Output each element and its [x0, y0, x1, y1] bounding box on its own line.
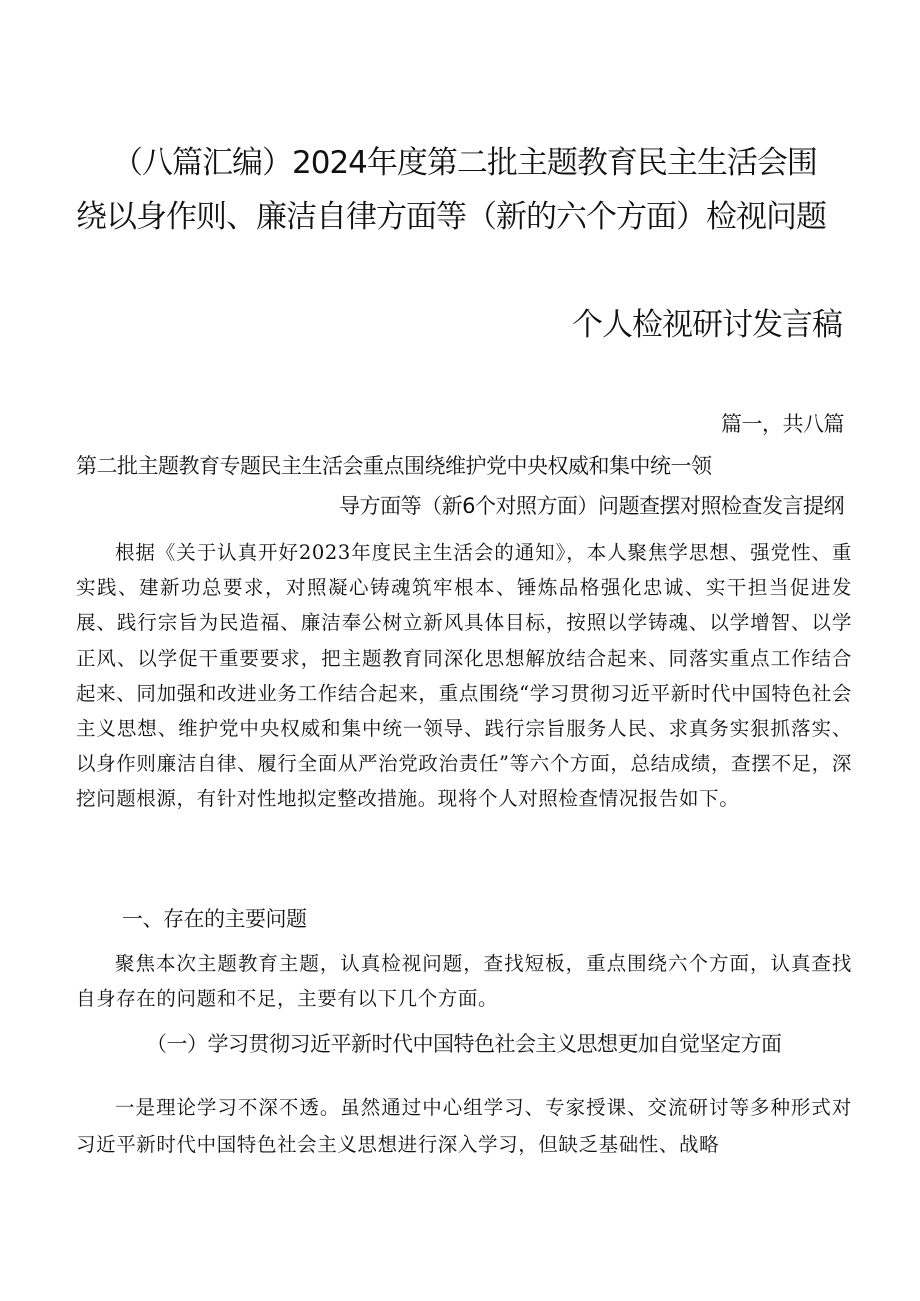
- subsection-paragraph: 一是理论学习不深不透。虽然通过中心组学习、专家授课、交流研讨等多种形式对习近平新时代中国特色社会主义思想进行深入学习，但缺乏基础性、战略: [76, 1096, 852, 1156]
- part-label: 篇一，共八篇: [721, 412, 844, 436]
- intro-paragraph: 根据《关于认真开好2023年度民主生活会的通知》，本人聚焦学思想、强党性、重实践、建新功总要求，对照凝心铸魂筑牢根本、锤炼品格强化忠诚、实干担当促进发展、践行宗旨为民造福、廉洁奉公树立新风具体目标，按照以学铸魂、以学增智、以学正风、以学促干重要要求，把主题教育同深化思想解放结合起来、同落实重点工作结合起来、同加强和改进业务工作结合起来，重点围绕“学习贯彻习近平新时代中国特色社会主义思想、维护党中央权威和集中统一领导、践行宗旨服务人民、求真务实狠抓落实、以身作则廉洁自律、履行全面从严治党政治责任”等六个方面，总结成绩，查摆不足，深挖问题根源，有针对性地拟定整改措施。现将个人对照检查情况报告如下。: [76, 541, 852, 811]
- part-title-line-2: 导方面等（新6个对照方面）问题查摆对照检查发言提纲: [339, 494, 844, 518]
- section-heading: 一、存在的主要问题: [122, 907, 307, 931]
- document-title-line-3: 个人检视研讨发言稿: [572, 307, 842, 343]
- part-title-line-1: 第二批主题教育专题民主生活会重点围绕维护党中央权威和集中统一领: [76, 454, 712, 478]
- document-title-line-2: 绕以身作则、廉洁自律方面等（新的六个方面）检视问题: [76, 199, 826, 235]
- section-paragraph: 聚焦本次主题教育主题，认真检视问题，查找短板，重点围绕六个方面，认真查找自身存在的问题和不足，主要有以下几个方面。: [76, 952, 852, 1011]
- subsection-heading: （一）学习贯彻习近平新时代中国特色社会主义思想更加自觉坚定方面: [146, 1032, 782, 1056]
- document-title-line-1: （八篇汇编）2024年度第二批主题教育民主生活会围: [112, 145, 817, 181]
